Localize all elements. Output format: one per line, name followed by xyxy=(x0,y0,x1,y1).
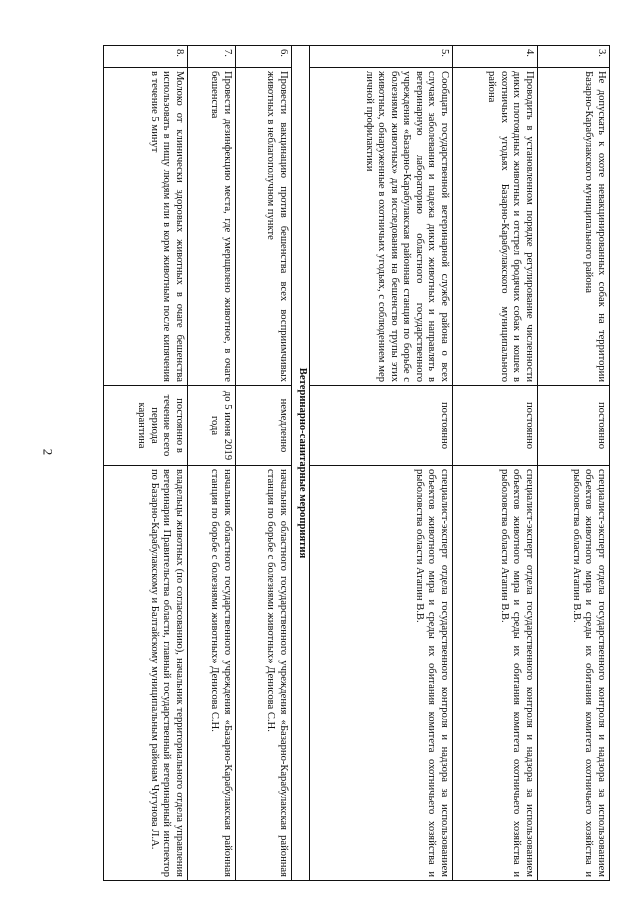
rotated-page-area xyxy=(80,45,610,880)
row-number: 4. xyxy=(453,46,538,68)
row-responsible: специалист-эксперт отдела государственного контроля и надзора за использованием объектов животного мира и среды их обитания комитета охотничьего хозяйства и рыболовства области Атапин В.В. xyxy=(310,466,453,881)
row-number: 7. xyxy=(188,46,236,68)
row-action: Не допускать к охоте невакцинированных собак на территории Базарно-Карабулакского муниципального района xyxy=(538,68,610,386)
measures-table xyxy=(103,45,610,881)
row-responsible: специалист-эксперт отдела государственного контроля и надзора за использованием объектов животного мира и среды их обитания комитета охотничьего хозяйства и рыболовства области Атапин В.В. xyxy=(453,466,538,881)
row-responsible: специалист-эксперт отдела государственного контроля и надзора за использованием объектов животного мира и среды их обитания комитета охотничьего хозяйства и рыболовства области Атапин В.В. xyxy=(538,466,610,881)
row-term: немедленно xyxy=(236,386,292,466)
row-action: Провести дезинфекцию места, где умерщвлено животное, в очаге бешенства xyxy=(188,68,236,386)
row-responsible: владельцы животных (по согласованию), начальник территориального отдела управления ветеринарии Правительства области, главный государственный ветеринарный инспектор по Базарно-Карабулакскому и Балтайскому муниципальным районам Чугунова Л.А. xyxy=(104,466,188,881)
section-title: Ветеринарно-санитарные мероприятия xyxy=(292,46,310,881)
row-action: Сообщать государственной ветеринарной службе района о всех случаях заболевания и падежа диких животных и направлять в ветеринарную лабораторию областного государственного учреждения «Базарно-Карабулакская районная станция по борьбе с болезнями животных» для исследования на бешенство трупы этих животных, обнаруженные в охотничьих угодьях, с соблюдением мер личной профилактики xyxy=(310,68,453,386)
row-term: до 5 июня 2019 года xyxy=(188,386,236,466)
rotated-table-container xyxy=(80,45,610,880)
table-row xyxy=(310,46,453,881)
row-action: Молоко от клинически здоровых животных в очаге бешенства использовать в пищу людям или в корм животным после кипячения в течение 5 минут xyxy=(104,68,188,386)
row-term: постоянно в течение всего периода карантина xyxy=(104,386,188,466)
table-row xyxy=(188,46,236,881)
row-responsible: начальник областного государственного учреждения «Базарно-Карабулакская районная станция по борьбе с болезнями животных» Денисова С.Н. xyxy=(236,466,292,881)
row-term: постоянно xyxy=(453,386,538,466)
table-row xyxy=(104,46,188,881)
row-term: постоянно xyxy=(310,386,453,466)
row-number: 8. xyxy=(104,46,188,68)
row-action: Провести вакцинацию против бешенства всех восприимчивых животных в неблагополучном пункте xyxy=(236,68,292,386)
table-row xyxy=(236,46,292,881)
table-row xyxy=(538,46,610,881)
row-number: 3. xyxy=(538,46,610,68)
row-number: 6. xyxy=(236,46,292,68)
row-action: Проводить в установленном порядке регулирование численности диких плотоядных животных и отстрел бродячих собак и кошек в охотничьих угодьях Базарно-Карабулакского муниципального района xyxy=(453,68,538,386)
row-number: 5. xyxy=(310,46,453,68)
row-responsible: начальник областного государственного учреждения «Базарно-Карабулакская районная станция по борьбе с болезнями животных» Денисова С.Н. xyxy=(188,466,236,881)
section-row xyxy=(292,46,310,881)
table-row xyxy=(453,46,538,881)
row-term: постоянно xyxy=(538,386,610,466)
page-number: 2 xyxy=(40,448,56,456)
